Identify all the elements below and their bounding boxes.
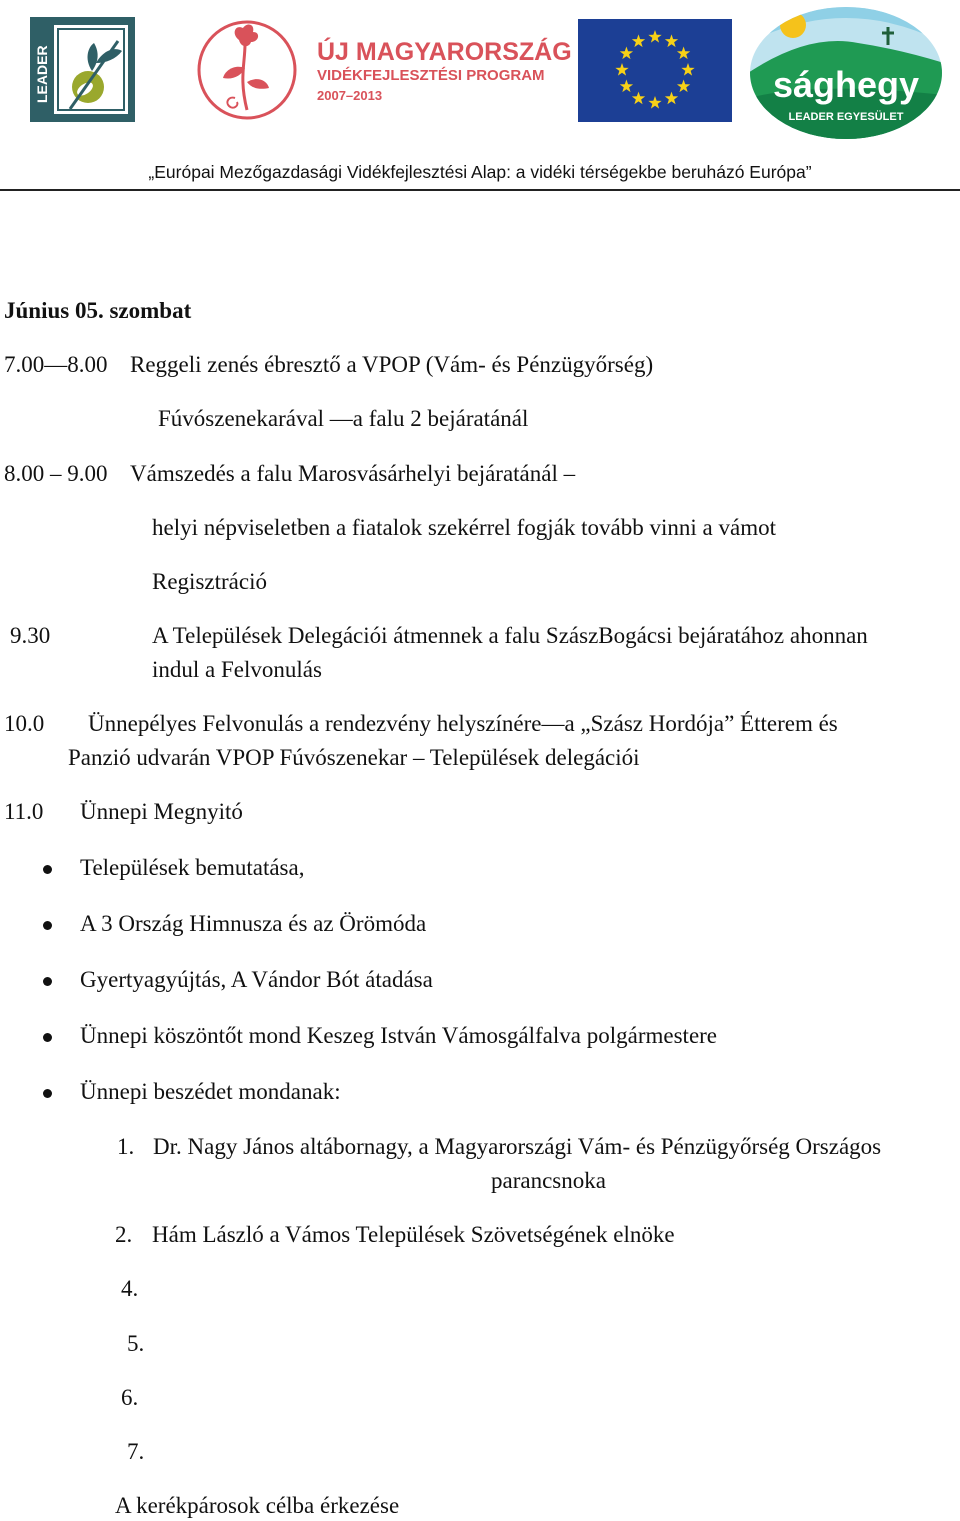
funding-subtitle: „Európai Mezőgazdasági Vidékfejlesztési Alap: a vidéki térségekbe beruházó Európa”	[148, 162, 812, 182]
schedule-text: A Települések Delegációi átmennek a falu SzászBogácsi bejáratához ahonnan	[152, 623, 868, 648]
uj-magyarorszag-logo	[195, 18, 572, 123]
saghegy-subtitle: LEADER EGYESÜLET	[788, 111, 904, 123]
schedule-time: 10.0	[4, 711, 45, 736]
schedule-text-continued: Regisztráció	[152, 569, 267, 594]
bullet-item: Települések bemutatása,	[80, 855, 305, 880]
schedule-text: Ünnepélyes Felvonulás a rendezvény helyszínére—a „Szász Hordója” Étterem és	[88, 711, 838, 736]
closing-line: A kerékpárosok célba érkezése	[115, 1493, 400, 1518]
speaker-text: Hám László a Vámos Települések Szövetségének elnöke	[152, 1222, 675, 1247]
schedule-time: 9.30	[10, 623, 51, 648]
bullet-item: Ünnepi beszédet mondanak:	[80, 1079, 341, 1104]
saghegy-logo-icon	[748, 3, 944, 139]
empty-list-number: 7.	[127, 1439, 145, 1464]
schedule-text: Ünnepi Megnyitó	[80, 799, 243, 824]
uj-magyarorszag-subtitle: VIDÉKFEJLESZTÉSI PROGRAM	[317, 67, 545, 84]
uj-magyarorszag-logo-icon	[195, 18, 572, 123]
empty-list-number: 4.	[121, 1276, 139, 1301]
schedule-text-continued: Panzió udvarán VPOP Fúvószenekar – Települések delegációi	[68, 745, 640, 770]
bullet-item: Ünnepi köszöntőt mond Keszeg István Vámosgálfalva polgármestere	[80, 1023, 718, 1048]
schedule-time: 8.00 – 9.00	[4, 461, 108, 486]
leader-logo-text: LEADER	[34, 45, 50, 103]
bullet-icon	[43, 1033, 52, 1042]
empty-list-number: 5.	[127, 1331, 145, 1356]
speaker-number: 1.	[117, 1134, 135, 1159]
empty-list-number: 6.	[121, 1385, 139, 1410]
speaker-text: Dr. Nagy János altábornagy, a Magyarországi Vám- és Pénzügyőrség Országos	[153, 1134, 882, 1159]
schedule-text: Reggeli zenés ébresztő a VPOP (Vám- és Pénzügyőrség)	[130, 352, 654, 377]
schedule-text-continued: helyi népviseletben a fiatalok szekérrel fogják tovább vinni a vámot	[152, 515, 776, 540]
eu-flag-logo	[578, 19, 732, 122]
leader-logo	[30, 17, 135, 122]
speaker-number: 2.	[115, 1222, 133, 1247]
bullet-icon	[43, 921, 52, 930]
bullet-icon	[43, 977, 52, 986]
eu-flag-icon	[578, 19, 732, 122]
schedule-text: Vámszedés a falu Marosvásárhelyi bejáratánál –	[130, 461, 576, 486]
header-divider	[0, 189, 960, 191]
bullet-item: A 3 Ország Himnusza és az Örömóda	[80, 911, 427, 936]
saghegy-logo	[748, 3, 944, 139]
schedule-text-continued: indul a Felvonulás	[152, 657, 322, 682]
leader-logo-icon	[30, 17, 135, 122]
bullet-item: Gyertyagyújtás, A Vándor Bót átadása	[80, 967, 433, 992]
bullet-icon	[43, 865, 52, 874]
saghegy-title: sághegy	[772, 64, 920, 105]
schedule-text-continued: Fúvószenekarával —a falu 2 bejáratánál	[158, 406, 529, 431]
speaker-text-continued: parancsnoka	[491, 1168, 606, 1193]
bullet-icon	[43, 1089, 52, 1098]
schedule-time: 7.00—8.00	[4, 352, 108, 377]
uj-magyarorszag-title: ÚJ MAGYARORSZÁG	[317, 38, 572, 66]
date-heading: Június 05. szombat	[4, 298, 192, 323]
schedule-time: 11.0	[4, 799, 44, 824]
uj-magyarorszag-years: 2007–2013	[317, 88, 383, 103]
